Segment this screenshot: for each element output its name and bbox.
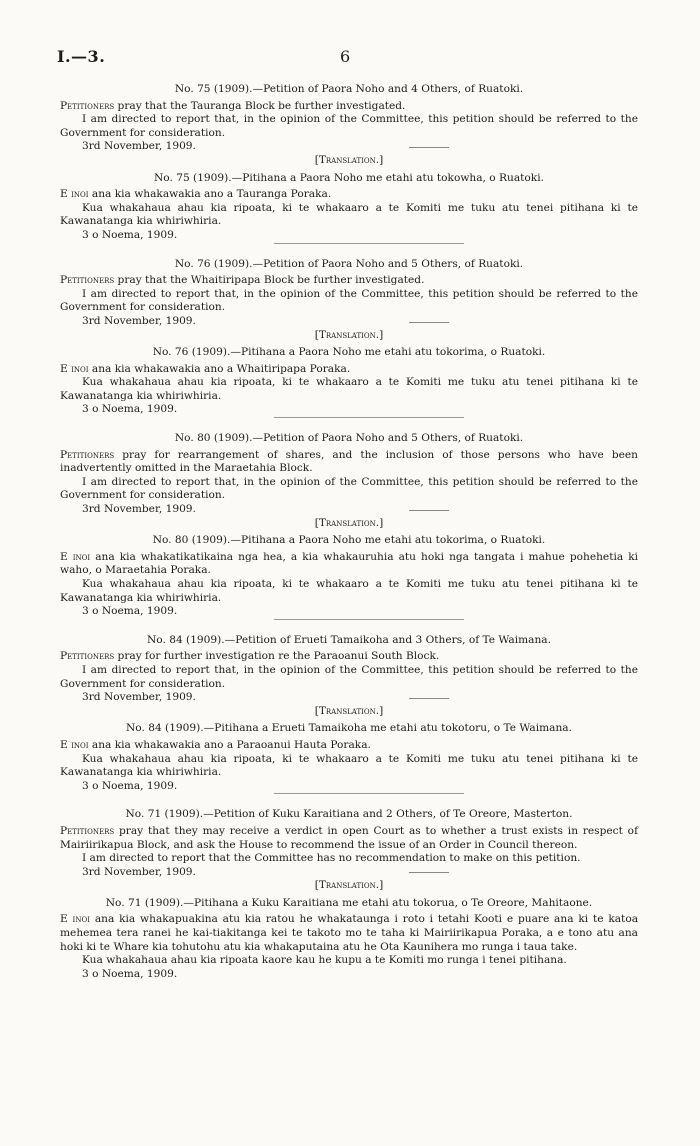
section-divider (274, 417, 464, 418)
short-separator (409, 147, 449, 148)
short-separator (409, 698, 449, 699)
petitioners-lead: Petitioners (60, 99, 115, 112)
committee-report: I am directed to report that, in the opinion of the Committee, this petition should be referred to the Government for consideration. (60, 663, 638, 690)
petition-prayer: pray for rearrangement of shares, and the inclusion of those persons who have been inadvertently omitted in the Maraetahia Block. (60, 448, 638, 475)
petition-section-80 (60, 432, 638, 619)
page-number: 6 (340, 47, 351, 66)
translation-prayer: ana kia whakawakia ano a Paraoanui Hauta Poraka. (91, 738, 371, 751)
section-divider (274, 793, 464, 794)
translation-report: Kua whakahaua ahau kia ripoata, ki te whakaaro a te Komiti me tuku atu tenei pitihana ki te Kawanatanga kia whiriwhiria. (60, 752, 638, 779)
short-separator (409, 872, 449, 873)
translation-label: [Translation.] (314, 516, 384, 529)
petition-title: No. 71 (1909).—Petition of Kuku Karaitiana and 2 Others, of Te Oreore, Masterton. (125, 808, 573, 821)
translation-title: No. 84 (1909).—Pitihana a Erueti Tamaikoha me etahi atu tokotoru, o Te Waimana. (126, 722, 572, 735)
translation-title: No. 71 (1909).—Pitihana a Kuku Karaitiana me etahi atu tokorua, o Te Oreore, Mahitaone. (105, 896, 593, 909)
translation-report: Kua whakahaua ahau kia ripoata, ki te whakaaro a te Komiti me tuku atu tenei pitihana ki te Kawanatanga kia whiriwhiria. (60, 376, 638, 402)
petition-prayer: pray that they may receive a verdict in open Court as to whether a trust exists in respect of Mairiirikapua Block, and ask the House to recommend the issue of an Order in Council thereon. (60, 824, 638, 851)
petition-title: No. 84 (1909).—Petition of Erueti Tamaikoha and 3 Others, of Te Waimana. (147, 633, 551, 646)
translation-label: [Translation.] (314, 328, 384, 341)
translation-report: Kua whakahaua ahau kia ripoata, ki te whakaaro a te Komiti me tuku atu tenei pitihana ki te Kawanatanga kia whiriwhiria. (60, 201, 638, 228)
petition-prayer: pray that the Whaitiripapa Block be further investigated. (117, 274, 425, 287)
committee-report: I am directed to report that, in the opinion of the Committee, this petition should be referred to the Government for consideration. (60, 475, 638, 502)
petition-title: No. 75 (1909).—Petition of Paora Noho and 4 Others, of Ruatoki. (174, 83, 524, 95)
petition-title: No. 76 (1909).—Petition of Paora Noho and 5 Others, of Ruatoki. (174, 257, 524, 270)
translation-prayer: ana kia whakawakia ano a Whaitiripapa Poraka. (91, 362, 351, 375)
report-date: 3rd November, 1909. (82, 503, 196, 516)
translation-lead: E inoi (60, 738, 89, 751)
translation-lead: E inoi (60, 913, 90, 926)
translation-prayer: ana kia whakatikatikaina nga hea, a kia whakauruhia atu hoki nga tangata i mahue pohehetia ki waho, o Maraetahia Poraka. (60, 550, 639, 577)
translation-date: 3 o Noema, 1909. (82, 403, 178, 416)
petitions-body (60, 83, 638, 981)
short-separator (409, 510, 449, 511)
translation-report: Kua whakahaua ahau kia ripoata, ki te whakaaro a te Komiti me tuku atu tenei pitihana ki te Kawanatanga kia whiriwhiria. (60, 578, 638, 604)
paper-series-number: I.—3. (57, 47, 106, 66)
translation-label: [Translation.] (314, 879, 384, 892)
translation-prayer: ana kia whakapuakina atu kia ratou he whakataunga i roto i tetahi Kooti e puare ana ki te katoa mehemea tera ranei he kai-tiakitanga kei te takoto mo te taha ki Mairiirikapua Poraka, a e tono atu ana hoki ki te Whare kia tohutohu atu kia whakaputaina atu he Ota Kaunihera mo runga i taua take. (60, 913, 639, 953)
report-date: 3rd November, 1909. (82, 314, 196, 327)
report-date: 3rd November, 1909. (82, 691, 196, 704)
petition-section-76 (60, 258, 638, 418)
petitioners-lead: Petitioners (60, 448, 115, 461)
translation-lead: E inoi (60, 362, 89, 375)
petitioners-lead: Petitioners (60, 274, 115, 287)
translation-title: No. 80 (1909).—Pitihana a Paora Noho me etahi atu tokorima, o Ruatoki. (152, 534, 546, 547)
petition-section-84 (60, 634, 638, 794)
petition-section-75 (60, 83, 638, 243)
petition-section-71 (60, 808, 638, 981)
committee-report: I am directed to report that, in the opinion of the Committee, this petition should be referred to the Government for consideration. (60, 287, 638, 314)
translation-date: 3 o Noema, 1909. (82, 967, 178, 980)
translation-date: 3 o Noema, 1909. (82, 779, 178, 792)
translation-label: [Translation.] (314, 153, 384, 166)
report-date: 3rd November, 1909. (82, 140, 196, 153)
petition-prayer: pray that the Tauranga Block be further investigated. (117, 99, 406, 112)
petition-prayer: pray for further investigation re the Paraoanui South Block. (117, 650, 440, 663)
translation-date: 3 o Noema, 1909. (82, 228, 178, 241)
translation-report: Kua whakahaua ahau kia ripoata kaore kau he kupu a te Komiti mo runga i tenei pitihana. (82, 954, 567, 967)
translation-lead: E inoi (60, 188, 89, 201)
translation-title: No. 75 (1909).—Pitihana a Paora Noho me etahi atu tokowha, o Ruatoki. (154, 171, 544, 184)
committee-report: I am directed to report that, in the opinion of the Committee, this petition should be referred to the Government for consideration. (60, 113, 638, 139)
translation-lead: E inoi (60, 550, 91, 563)
committee-report: I am directed to report that the Committee has no recommendation to make on this petition. (82, 852, 581, 865)
translation-prayer: ana kia whakawakia ano a Tauranga Poraka. (91, 188, 332, 201)
petitioners-lead: Petitioners (60, 650, 115, 663)
short-separator (409, 322, 449, 323)
petition-title: No. 80 (1909).—Petition of Paora Noho and 5 Others, of Ruatoki. (174, 432, 524, 445)
translation-date: 3 o Noema, 1909. (82, 605, 178, 618)
translation-title: No. 76 (1909).—Pitihana a Paora Noho me etahi atu tokorima, o Ruatoki. (152, 346, 546, 359)
petitioners-lead: Petitioners (60, 824, 115, 837)
section-divider (274, 243, 464, 244)
translation-label: [Translation.] (314, 704, 384, 717)
section-divider (274, 619, 464, 620)
report-date: 3rd November, 1909. (82, 865, 196, 878)
